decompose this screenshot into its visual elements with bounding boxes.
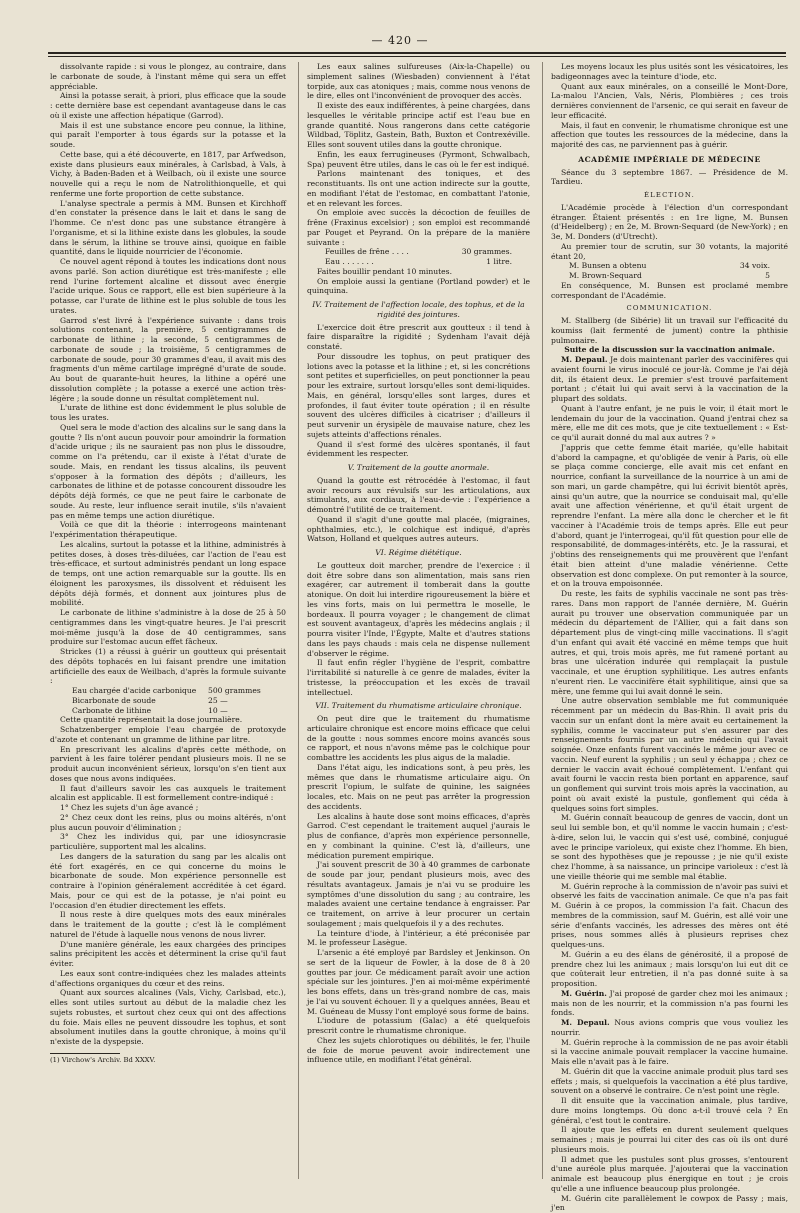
paragraph: 2° Chez ceux dont les reins, plus ou moins altérés, n'ont plus aucun pouvoir d'élimination ;	[50, 813, 286, 833]
recipe-table	[307, 247, 530, 267]
paragraph: L'arsenic a été employé par Bardsley et Jenkinson. On se sert de la liqueur de Fowler, à la dose de 8 à 20 gouttes par jour. Ce médicament paraît avoir une action spéciale sur les jointures. J'en ai moi-même expérimenté les bons effets, dans un très-grand nombre de cas, mais je l'ai vu souvent échouer. Il y a quelques années, Beau et M. Guéneau de Mussy l'ont employé sous forme de bains.	[307, 948, 530, 1016]
paragraph: D'une manière générale, les eaux chargées des principes salins précipitent les accès et déterminent la crise qu'il faut éviter.	[50, 940, 286, 969]
paragraph: Schatzenberger emploie l'eau chargée de protoxyde d'azote et contenant un gramme de lithine par litre.	[50, 725, 286, 745]
paragraph: Parlons maintenant des toniques, et des reconstituants. Ils ont une action indirecte sur la goutte, en modifiant l'état de l'estomac, en combattant l'atonie, et en relevant les forces.	[307, 169, 530, 208]
paragraph: Quant aux sources alcalines (Vals, Vichy, Carlsbad, etc.), elles sont utiles surtout au début de la maladie chez les sujets robustes, et surtout chez ceux qui ont des affections du foie. Mais elles ne peuvent dissoudre les tophus, et sont absolument inutiles dans la goutte chronique, à moins qu'il n'existe de la dyspepsie.	[50, 988, 286, 1047]
column-right	[542, 62, 788, 1179]
paragraph: M. Guérin reproche à la commission de n'avoir pas suivi et observé les faits de vaccination animale. Ce que n'a pas fait M. Guérin à ce propos, la commission l'a fait. Chacun des membres de la commission, sauf M. Guérin, est allé voir une série d'enfants vaccinés, les adresses des mères ont été prises, nous sommes allés à plusieurs reprises chez quelques-uns.	[551, 882, 788, 950]
paragraph: L'Académie procède à l'élection d'un correspondant étranger. Étaient présentés : en 1re ligne, M. Bunsen (d'Heidelberg) ; en 2e, M. Brown-Sequard (de New-York) ; en 3e, M. Donders (d'Utrecht).	[551, 203, 788, 242]
paragraph: Il existe des eaux indifférentes, à peine chargées, dans lesquelles le véritable principe actif est l'eau bue en grande quantité. Nous rangerons dans cette catégorie Wildbad, Töplitz, Gastein, Bath, Buxton et Contrexéville. Elles sont souvent utiles dans la goutte chronique.	[307, 101, 530, 150]
header-rule	[48, 52, 786, 54]
recipe-row	[307, 247, 530, 257]
paragraph: M. Guérin dit que la vaccine animale produit plus tard ses effets ; mais, si quelquefois la vaccination a été plus tardive, souvent on a observé le contraire. Ce n'est point une règle.	[551, 1067, 788, 1096]
paragraph: On emploie avec succès la décoction de feuilles de frêne (Fraxinus excelsior) ; son emploi est recommandé par Pouget et Peyrand. On la prépare de la manière suivante :	[307, 208, 530, 247]
paragraph: Les moyens locaux les plus usités sont les vésicatoires, les badigeonnages avec la teinture d'iode, etc.	[551, 62, 788, 82]
recipe-quantity: 30 grammes.	[462, 247, 512, 257]
vote-table	[551, 261, 788, 281]
paragraph: Ainsi la potasse serait, à priori, plus efficace que la soude : cette dernière base est cependant avantageuse dans le cas où il existe une affection hépatique (Garrod).	[50, 91, 286, 120]
paragraph: Au premier tour de scrutin, sur 30 votants, la majorité étant 20,	[551, 242, 788, 262]
recipe-ingredient: Eau . . . . . . .	[325, 257, 374, 267]
paragraph: Les eaux salines sulfureuses (Aix-la-Chapelle) ou simplement salines (Wiesbaden) conviennent à l'état torpide, aux cas atoniques ; mais, comme nous venons de le dire, elles ont l'inconvénient de provoquer des accès.	[307, 62, 530, 101]
session-line: Séance du 3 septembre 1867. — Présidence de M. Tardieu.	[551, 168, 788, 188]
paragraph: Cette base, qui a été découverte, en 1817, par Arfwedson, existe dans plusieurs eaux minérales, à Carlsbad, à Vals, à Vichy, à Baden-Baden et à Weilbach, où il existe une source nouvelle qui a reçu le nom de Natrolithionquelle, et qui renferme une forte proportion de cette substance.	[50, 150, 286, 199]
paragraph: Il nous reste à dire quelques mots des eaux minérales dans le traitement de la goutte ; c'est là le complément naturel de l'étude à laquelle nous venons de nous livrer.	[50, 910, 286, 939]
paragraph: On emploie aussi la gentiane (Portland powder) et le quinquina.	[307, 277, 530, 297]
paragraph: J'ai souvent prescrit de 30 à 40 grammes de carbonate de soude par jour, pendant plusieurs mois, avec des résultats avantageux. Jamais je n'ai vu se produire les symptômes d'une dissolution du sang ; au contraire, les malades avaient une certaine tendance à engraisser. Par ce traitement, on arrive à leur procurer un certain soulagement ; mais quelquefois il y a des rechutes.	[307, 860, 530, 928]
academy-title: ACADÉMIE IMPÉRIALE DE MÉDECINE	[551, 155, 788, 165]
paragraph: Il faut enfin régler l'hygiène de l'esprit, combattre l'irritabilité si naturelle à ce genre de malades, éviter la tristesse, la préoccupation et les excès de travail intellectuel.	[307, 658, 530, 697]
paragraph: Quand la goutte est rétrocédée à l'estomac, il faut avoir recours aux révulsifs sur les articulations, aux stimulants, aux cordiaux, à l'eau-de-vie : l'expérience a démontré l'utilité de ce traitement.	[307, 476, 530, 515]
paragraph: Il ajoute que les effets en durent seulement quelques semaines ; mais je pourrai lui citer des cas où ils ont duré plusieurs mois.	[551, 1125, 788, 1154]
vote-count: 5	[765, 271, 770, 281]
section-heading: VII. Traitement du rhumatisme articulaire chronique.	[307, 701, 530, 711]
footnote: (1) Virchow's Archiv. Bd XXXV.	[50, 1056, 286, 1066]
formula-table	[50, 686, 286, 715]
speech-text: Nous avions compris que vous vouliez les nourrir.	[551, 1018, 788, 1037]
speaker-name: M. Guérin.	[561, 989, 607, 998]
vote-name: M. Bunsen a obtenu	[569, 261, 646, 271]
formula-quantity: 500 grammes	[208, 686, 268, 696]
paragraph: 1° Chez les sujets d'un âge avancé ;	[50, 803, 286, 813]
paragraph: Il admet que les pustules sont plus grosses, s'entourent d'une auréole plus marquée. J'ajouterai que la vaccination animale est beaucoup plus énergique en tout ; je crois qu'elle a une influence beaucoup plus prolongée.	[551, 1155, 788, 1194]
formula-row	[50, 696, 286, 706]
paragraph: Le carbonate de lithine s'administre à la dose de 25 à 50 centigrammes dans les vingt-quatre heures. Je l'ai prescrit moi-même jusqu'à la dose de 40 centigrammes, sans produire sur l'estomac aucun effet fâcheux.	[50, 608, 286, 647]
recipe-row	[307, 257, 530, 267]
paragraph: M. Guérin cite parallèlement le cowpox de Passy ; mais, j'en	[551, 1194, 788, 1213]
paragraph: Quand il s'est formé des ulcères spontanés, il faut évidemment les respecter.	[307, 440, 530, 460]
paragraph: Quant aux eaux minérales, on a conseillé le Mont-Dore, La-malou l'Ancien, Vals, Néris, Plombières ; ces trois dernières conviennent de l'arsenic, ce qui serait en faveur de leur efficacité.	[551, 82, 788, 121]
paragraph: Enfin, les eaux ferrugineuses (Pyrmont, Schwalbach, Spa) peuvent être utiles, dans le cas où le fer est indiqué.	[307, 150, 530, 170]
paragraph: dissolvante rapide : si vous le plongez, au contraire, dans le carbonate de soude, à l'instant même qui sera un effet appréciable.	[50, 62, 286, 91]
paragraph: Le goutteux doit marcher, prendre de l'exercice : il doit être sobre dans son alimentation, mais sans rien exagérer, car autrement il tomberait dans la goutte atonique. On doit lui interdire rigoureusement la bière et les vins forts, mais on lui permettra le moselle, le bordeaux. Il pourra voyager ; le changement de climat est souvent avantageux, d'après les médecins anglais ; il pourra visiter l'Inde, l'Égypte, Malte et d'autres stations dans les pays chauds : mais cela ne dispense nullement d'observer le régime.	[307, 561, 530, 659]
formula-row	[50, 686, 286, 696]
formula-ingredient: Bicarbonate de soude	[72, 696, 156, 706]
paragraph: Les dangers de la saturation du sang par les alcalis ont été fort exagérés, en ce qui concerne du moins le bicarbonate de soude. Mon expérience personnelle est contraire à l'opinion généralement accréditée à cet égard. Mais, pour ce qui est de la potasse, je n'ai point eu l'occasion d'en étudier directement les effets.	[50, 852, 286, 911]
vote-row	[551, 271, 788, 281]
paragraph	[551, 989, 788, 1018]
section-heading: V. Traitement de la goutte anormale.	[307, 463, 530, 473]
formula-ingredient: Eau chargée d'acide carbonique	[72, 686, 196, 696]
paragraph: Les eaux sont contre-indiquées chez les malades atteints d'affections organiques du cœur et des reins.	[50, 969, 286, 989]
paragraph: Dans l'état aigu, les indications sont, à peu près, les mêmes que dans le rhumatisme articulaire aigu. On prescrit l'opium, le sulfate de quinine, les saignées locales, etc. Mais on ne peut pas arrêter la progression des accidents.	[307, 763, 530, 812]
paragraph: M. Stallberg (de Sibérie) lit un travail sur l'efficacité du koumiss (lait fermenté de jument) contre la phthisie pulmonaire.	[551, 316, 788, 345]
paragraph: Chez les sujets chlorotiques ou débilités, le fer, l'huile de foie de morue peuvent avoir indirectement une influence utile, en modifiant l'état général.	[307, 1036, 530, 1065]
header-rule-thin	[48, 56, 786, 57]
vote-name: M. Brown-Sequard	[569, 271, 642, 281]
election-heading: ÉLECTION.	[551, 191, 788, 201]
paragraph: Mais, il faut en convenir, le rhumatisme chronique est une affection que toutes les ressources de la médecine, dans la majorité des cas, ne parviennent pas à guérir.	[551, 121, 788, 150]
paragraph	[551, 1018, 788, 1038]
page-number: — 420 —	[0, 34, 800, 47]
vote-row	[551, 261, 788, 271]
speaker-name: M. Depaul.	[561, 355, 608, 364]
paragraph: Les alcalins à haute dose sont moins efficaces, d'après Garrod. C'est cependant le traitement auquel j'aurais le plus de confiance, d'après mon expérience personnelle, en y combinant la quinine. C'est là, d'ailleurs, une médication purement empirique.	[307, 812, 530, 861]
paragraph: M. Guérin a eu des élans de générosité, il a proposé de prendre chez lui les animaux ; mais lorsqu'on lui eut dit ce que coûterait leur entretien, il n'a pas donné suite à sa proposition.	[551, 950, 788, 989]
recipe-quantity: 1 litre.	[486, 257, 512, 267]
paragraph: Du reste, les faits de syphilis vaccinale ne sont pas très-rares. Dans mon rapport de l'année dernière, M. Guérin aurait pu trouver une observation communiquée par un médecin du département de l'Allier, qui a fait dans son département plus de vingt-cinq mille vaccinations. Il s'agit d'un enfant qui avait été vacciné en même temps que huit autres, et qui, trois mois après, me fut ramené portant au bras une ulcération indurée qui remplaçait la pustule vaccinale, et une éruption syphilitique. Les autres enfants n'eurent rien. Le vaccinifère était syphilitique, ainsi que sa mère, une femme qui lui avait donné le sein.	[551, 589, 788, 696]
paragraph: La teinture d'iode, à l'intérieur, a été préconisée par M. le professeur Lasègue.	[307, 929, 530, 949]
paragraph: Quel sera le mode d'action des alcalins sur le sang dans la goutte ? Ils n'ont aucun pouvoir pour amoindrir la formation d'acide urique ; ils ne sauraient pas non plus le dissoudre, comme on l'a prétendu, car il existe à l'état d'urate de soude. Mais, en rendant les tissus alcalins, ils peuvent s'opposer à la formation des dépôts ; d'ailleurs, les carbonates de lithine et de potasse concourent dissoudre les dépôts déjà formés, ce que ne peut faire le carbonate de soude. Au reste, leur influence serait inutile, s'ils n'avaient pas en même temps une action diurétique.	[50, 423, 286, 521]
speaker-name: M. Depaul.	[561, 1018, 610, 1027]
paragraph: En conséquence, M. Bunsen est proclamé membre correspondant de l'Académie.	[551, 281, 788, 301]
section-heading: VI. Régime diététique.	[307, 548, 530, 558]
paragraph: Il faut d'ailleurs savoir les cas auxquels le traitement alcalin est applicable. Il est formellement contre-indiqué :	[50, 784, 286, 804]
paragraph: 3° Chez les individus qui, par une idiosyncrasie particulière, supportent mal les alcalins.	[50, 832, 286, 852]
paragraph: Pour dissoudre les tophus, on peut pratiquer des lotions avec la potasse et la lithine ; et, si les concrétions sont petites et superficielles, on peut ponctionner la peau pour les extraire, surtout lorsqu'elles sont demi-liquides. Mais, en général, lorsqu'elles sont larges, dures et profondes, il faut éviter toute opération ; il en résulte souvent des ulcères difficiles à cicatriser ; d'ailleurs il peut survenir un érysipèle de mauvaise nature, chez les sujets atteints d'affections rénales.	[307, 352, 530, 440]
column-left	[50, 62, 286, 1179]
paragraph: J'appris que cette femme était mariée, qu'elle habitait d'abord la campagne, et qu'obligée de venir à Paris, où elle se plaça comme concierge, elle avait mis cet enfant en nourrice, confiant la surveillance de la nourrice à un ami de son mari, un garde champêtre, qui lui écrivit bientôt après, ainsi qu'un autre, que la nourrice se conduisait mal, qu'elle avait une affection vénérienne, et qu'il était urgent de reprendre l'enfant. La mère alla donc le chercher et le fit vacciner à l'Académie trois de temps après. Elle eut peur d'abord, quant je l'interrogeai, qu'il fût question pour elle de responsabilité, de dommages-intérêts, etc. Je la rassurai, et j'obtins des renseignements qui me prouvèrent que l'enfant était bien atteint d'une maladie vénérienne. Cette observation est donc complexe. On put remonter à la source, et on la trouva empoisonnée.	[551, 443, 788, 589]
paragraph: M. Guérin connaît beaucoup de genres de vaccin, dont un seul lui semble bon, et qu'il nomme le vaccin humain ; c'est-à-dire, selon lui, le vaccin qui s'est usé, combiné, conjugué avec le principe varioleux, qui existe chez l'homme. Eh bien, se sont des hypothèses que je repousse ; je nie qu'il existe chez l'homme, à sa naissance, un principe varioleux : c'est là une vieille théorie qui me semble mal établie.	[551, 813, 788, 881]
paragraph: Une autre observation semblable me fut communiquée récemment par un médecin du Bas-Rhin. Il avait pris du vaccin sur un enfant dont la mère avait eu certainement la syphilis, comme le vaccinateur put s'en assurer par des renseignements fournis par un autre médecin qui l'avait soignée. Onze enfants furent vaccinés le même jour avec ce vaccin. Neuf eurent la syphilis ; un seul y échappa ; chez ce dernier le vaccin avait échoué complètement. L'enfant qui avait fourni le vaccin resta bien portant en apparence, sauf un gonflement qui survint trois mois après la vaccination, au point où avait existé la pustule, gonflement qui céda à quelques soins fort simples.	[551, 696, 788, 813]
section-heading: IV. Traitement de l'affection locale, des tophus, et de la rigidité des jointures.	[307, 300, 530, 320]
discussion-heading: Suite de la discussion sur la vaccination animale.	[551, 345, 788, 355]
paragraph: Il dit ensuite que la vaccination animale, plus tardive, dure moins longtemps. Où donc a-t-il trouvé cela ? En général, c'est tout le contraire.	[551, 1096, 788, 1125]
recipe-ingredient: Feuilles de frêne . . . .	[325, 247, 409, 257]
speech-text: J'ai proposé de garder chez moi les animaux ; mais non de les nourrir, et la commission n'a pas fourni les fonds.	[551, 989, 788, 1018]
paragraph: L'exercice doit être prescrit aux goutteux : il tend à faire disparaître la rigidité ; Sydenham l'avait déjà constaté.	[307, 323, 530, 352]
paragraph: L'iodure de potassium (Galac) a été quelquefois prescrit contre le rhumatisme chronique.	[307, 1016, 530, 1036]
paragraph: L'analyse spectrale a permis à MM. Bunsen et Kirchhoff d'en constater la présence dans le lait et dans le sang de l'homme. Ce n'est donc pas une substance étrangère à l'organisme, et si la lithine existe dans les globules, la soude dans le sérum, la lithine se trouve ainsi, quoique en faible quantité, dans le liquide nourricier de l'économie.	[50, 199, 286, 258]
paragraph: Voilà ce que dit la théorie : interrogeons maintenant l'expérimentation thérapeutique.	[50, 520, 286, 540]
footnote-rule	[50, 1053, 120, 1054]
paragraph: L'urate de lithine est donc évidemment le plus soluble de tous les urates.	[50, 403, 286, 423]
paragraph: Cette quantité représentait la dose journalière.	[50, 715, 286, 725]
formula-row	[50, 706, 286, 716]
communication-heading: COMMUNICATION.	[551, 304, 788, 314]
paragraph: Les alcalins, surtout la potasse et la lithine, administrés à petites doses, à doses très-diluées, car l'action de l'eau est très-efficace, et surtout administrés pendant un long espace de temps, ont une action remarquable sur la goutte. Ils en éloignent les paroxysmes, ils dissolvent et réduisent les dépôts déjà formés, et donnent aux jointures plus de mobilité.	[50, 540, 286, 608]
paragraph: Faites bouillir pendant 10 minutes.	[307, 267, 530, 277]
paragraph: Mais il est une substance encore peu connue, la lithine, qui paraît l'emporter à tous égards sur la potasse et la soude.	[50, 121, 286, 150]
vote-count: 34 voix.	[740, 261, 770, 271]
paragraph: Quant à l'autre enfant, je ne puis le voir, il était mort le lendemain du jour de la vaccination. Quand j'entrai chez sa mère, elle me dit ces mots, que je cite textuellement : « Est-ce qu'il aurait donné du mal aux autres ? »	[551, 404, 788, 443]
paragraph: Garrod s'est livré à l'expérience suivante : dans trois solutions contenant, la première, 5 centigrammes de carbonate de lithine ; la seconde, 5 centigrammes de carbonate de soude ; la troisième, 5 centigrammes de carbonate de soude, pour 30 grammes d'eau, il avait mis des fragments d'un même cartilage imprégné d'urate de soude. Au bout de quarante-huit heures, la lithine a opéré une dissolution complète ; la potasse a exercé une action très-légère ; la soude donne un résultat complètement nul.	[50, 316, 286, 404]
formula-quantity: 25 —	[208, 696, 268, 706]
formula-quantity: 10 —	[208, 706, 268, 716]
formula-ingredient: Carbonate de lithine	[72, 706, 151, 716]
paragraph	[551, 355, 788, 404]
paragraph: M. Guérin reproche à la commission de ne pas avoir établi si la vaccine animale pouvait remplacer la vaccine humaine. Mais elle n'avait pas à le faire.	[551, 1038, 788, 1067]
column-middle	[298, 62, 530, 1179]
paragraph: Ce nouvel agent répond à toutes les indications dont nous avons parlé. Son action diurétique est très-manifeste ; elle rend l'urine fortement alcaline et dissout avec énergie l'acide urique. Sous ce rapport, elle est bien supérieure à la potasse, car l'urate de lithine est le plus soluble de tous les urates.	[50, 257, 286, 316]
paragraph: Strickes (1) a réussi à guérir un goutteux qui présentait des dépôts tophacés en lui faisant prendre une imitation artificielle des eaux de Weilbach, d'après la formule suivante :	[50, 647, 286, 686]
paragraph: On peut dire que le traitement du rhumatisme articulaire chronique est encore moins efficace que celui de la goutte : nous sommes encore moins avancés sous ce rapport, et nous n'avons même pas le colchique pour combattre les accidents les plus aigus de la maladie.	[307, 714, 530, 763]
speech-text: Je dois maintenant parler des vaccinifères qui avaient fourni le virus inoculé ce jour-là. Comme je l'ai déjà dit, ils étaient deux. Le premier s'est trouvé parfaitement portant ; c'était lui qui avait servi à la vaccination de la plupart des soldats.	[551, 355, 788, 403]
paragraph: Quand il s'agit d'une goutte mal placée, (migraines, ophthalmies, etc.), le colchique est indiqué, d'après Watson, Holland et quelques autres auteurs.	[307, 515, 530, 544]
paragraph: En prescrivant les alcalins d'après cette méthode, on parvient à les faire tolérer pendant plusieurs mois. Il ne se produit aucun inconvénient sérieux, lorsqu'on s'en tient aux doses que nous avons indiquées.	[50, 745, 286, 784]
